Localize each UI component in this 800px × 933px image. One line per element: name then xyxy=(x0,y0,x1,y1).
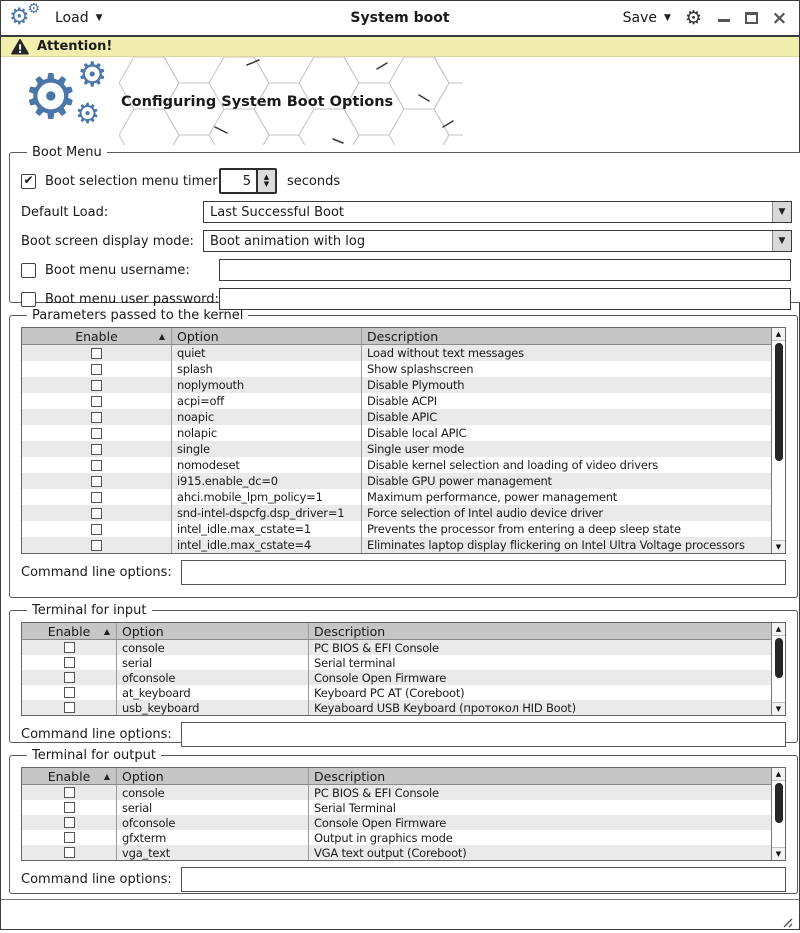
sort-ascending-icon: ▲ xyxy=(103,627,110,636)
option-cell: acpi=off xyxy=(172,393,362,409)
column-header-description[interactable]: Description xyxy=(367,328,439,344)
row-checkbox[interactable] xyxy=(91,476,102,487)
option-cell: quiet xyxy=(172,345,362,361)
gear-icon: ⚙ xyxy=(9,4,30,30)
option-cell: serial xyxy=(117,655,309,670)
command-line-row xyxy=(21,722,786,747)
chevron-down-icon: ▼ xyxy=(95,13,103,23)
table-row xyxy=(22,457,785,473)
description-cell: Disable Plymouth xyxy=(367,378,465,392)
enable-cell xyxy=(22,670,117,685)
timer-value: 5 xyxy=(242,174,251,189)
option-cell: ofconsole xyxy=(117,670,309,685)
vertical-scrollbar[interactable] xyxy=(771,768,785,860)
row-checkbox[interactable] xyxy=(91,444,102,455)
enable-cell xyxy=(22,655,117,670)
chevron-down-icon: ▼ xyxy=(664,13,671,23)
option-cell: nomodeset xyxy=(172,457,362,473)
table-body xyxy=(22,640,785,715)
password-checkbox[interactable] xyxy=(21,292,36,307)
vertical-scrollbar[interactable] xyxy=(771,328,785,553)
enable-cell xyxy=(22,425,172,441)
table-row xyxy=(22,409,785,425)
option-cell: usb_keyboard xyxy=(117,700,309,715)
option-cell: ahci.mobile_lpm_policy=1 xyxy=(172,489,362,505)
display-mode-select[interactable] xyxy=(203,230,792,252)
enable-cell xyxy=(22,537,172,553)
table-row xyxy=(22,800,785,815)
sort-ascending-icon: ▲ xyxy=(158,332,165,341)
row-checkbox[interactable] xyxy=(64,642,75,653)
scroll-thumb[interactable] xyxy=(775,343,783,461)
gear-icon: ⚙ xyxy=(27,1,40,17)
column-header-enable[interactable] xyxy=(22,768,117,784)
table-body xyxy=(22,785,785,860)
option-cell: nolapic xyxy=(172,425,362,441)
table-row xyxy=(22,700,785,715)
option-cell: serial xyxy=(117,800,309,815)
column-header-option[interactable]: Option xyxy=(117,768,309,784)
minimize-button[interactable] xyxy=(716,11,731,26)
table-row xyxy=(22,377,785,393)
row-checkbox[interactable] xyxy=(91,508,102,519)
display-mode-label: Boot screen display mode: xyxy=(21,233,194,249)
enable-cell xyxy=(22,800,117,815)
terminal-output-table xyxy=(21,767,786,861)
table-row xyxy=(22,473,785,489)
enable-cell xyxy=(22,457,172,473)
description-cell: Console Open Firmware xyxy=(314,815,447,830)
attention-bar xyxy=(1,37,799,57)
row-checkbox[interactable] xyxy=(64,787,75,798)
password-label: Boot menu user password: xyxy=(45,291,219,307)
window-title: System boot xyxy=(350,10,450,26)
description-cell: Show splashscreen xyxy=(367,362,474,376)
table-row xyxy=(22,425,785,441)
command-line-label: Command line options: xyxy=(21,727,172,742)
option-cell: gfxterm xyxy=(117,830,309,845)
table-row xyxy=(22,505,785,521)
description-cell: Disable GPU power management xyxy=(367,474,552,488)
enable-cell xyxy=(22,441,172,457)
table-row xyxy=(22,640,785,655)
table-row xyxy=(22,655,785,670)
option-cell: intel_idle.max_cstate=4 xyxy=(172,537,362,553)
option-cell: intel_idle.max_cstate=1 xyxy=(172,521,362,537)
app-gears-icon xyxy=(9,1,41,32)
row-checkbox[interactable] xyxy=(64,702,75,713)
row-checkbox[interactable] xyxy=(64,847,75,858)
row-checkbox[interactable] xyxy=(91,348,102,359)
username-row xyxy=(21,259,792,281)
enable-cell xyxy=(22,830,117,845)
description-cell: PC BIOS & EFI Console xyxy=(314,785,439,800)
kernel-params-legend: Parameters passed to the kernel xyxy=(32,308,244,323)
kernel-params-group xyxy=(9,308,798,598)
page-title: Configuring System Boot Options xyxy=(121,94,394,110)
enable-cell xyxy=(22,489,172,505)
table-row xyxy=(22,815,785,830)
terminal-output-legend: Terminal for output xyxy=(32,748,156,763)
row-checkbox[interactable] xyxy=(91,492,102,503)
default-load-label: Default Load: xyxy=(21,204,109,220)
spin-down-icon[interactable]: ▼ xyxy=(263,180,270,188)
display-mode-value: Boot animation with log xyxy=(210,233,366,249)
boot-menu-legend: Boot Menu xyxy=(32,145,102,160)
row-checkbox[interactable] xyxy=(64,672,75,683)
description-cell: Prevents the processor from entering a deep sleep state xyxy=(367,522,681,536)
enable-cell xyxy=(22,409,172,425)
description-cell: Serial Terminal xyxy=(314,800,396,815)
terminal-output-command-line-input[interactable] xyxy=(181,867,786,892)
enable-cell xyxy=(22,815,117,830)
terminal-input-table xyxy=(21,622,786,716)
username-label: Boot menu username: xyxy=(45,262,190,278)
scroll-thumb[interactable] xyxy=(775,783,783,823)
kernel-command-line-input[interactable] xyxy=(181,560,786,585)
table-row xyxy=(22,441,785,457)
scroll-up-button[interactable]: ▲ xyxy=(772,768,785,781)
column-header-description[interactable]: Description xyxy=(314,768,386,784)
description-cell: Disable local APIC xyxy=(367,426,467,440)
password-input[interactable] xyxy=(219,288,791,310)
table-header xyxy=(22,623,785,640)
terminal-input-legend: Terminal for input xyxy=(32,603,147,618)
settings-gear-icon[interactable]: ⚙ xyxy=(684,7,702,29)
enable-cell xyxy=(22,377,172,393)
boot-menu-group xyxy=(9,145,800,307)
row-checkbox[interactable] xyxy=(91,396,102,407)
row-checkbox[interactable] xyxy=(91,380,102,391)
table-row xyxy=(22,489,785,505)
description-cell: Load without text messages xyxy=(367,346,524,360)
timer-row xyxy=(21,168,792,194)
description-cell: Output in graphics mode xyxy=(314,830,453,845)
command-line-label: Command line options: xyxy=(21,565,172,580)
option-cell: console xyxy=(117,785,309,800)
description-cell: Disable APIC xyxy=(367,410,438,424)
username-input[interactable] xyxy=(219,259,791,281)
timer-spinner[interactable] xyxy=(219,168,277,194)
maximize-button[interactable] xyxy=(745,12,758,24)
column-header-description[interactable]: Description xyxy=(314,623,386,639)
option-cell: single xyxy=(172,441,362,457)
status-bar xyxy=(1,899,799,933)
scroll-thumb[interactable] xyxy=(775,638,783,678)
column-header-label: Enable xyxy=(47,623,91,639)
table-row xyxy=(22,393,785,409)
close-button[interactable]: × xyxy=(771,7,788,29)
table-row xyxy=(22,785,785,800)
default-load-value: Last Successful Boot xyxy=(210,204,345,220)
row-checkbox[interactable] xyxy=(64,817,75,828)
row-checkbox[interactable] xyxy=(64,687,75,698)
save-menu-button[interactable] xyxy=(623,10,671,26)
option-cell: noapic xyxy=(172,409,362,425)
description-cell: Keyaboard USB Keyboard (протокол HID Boot) xyxy=(314,700,576,715)
description-cell: Force selection of Intel audio device driver xyxy=(367,506,603,520)
vertical-scrollbar[interactable] xyxy=(771,623,785,715)
description-cell: Serial terminal xyxy=(314,655,396,670)
resize-grip-icon[interactable] xyxy=(781,916,794,929)
combo-arrow-button[interactable] xyxy=(772,231,791,251)
option-cell: ofconsole xyxy=(117,815,309,830)
gears-illustration-icon: ⚙ ⚙ ⚙ xyxy=(23,57,108,133)
default-load-select[interactable] xyxy=(203,201,792,223)
table-row xyxy=(22,345,785,361)
description-cell: PC BIOS & EFI Console xyxy=(314,640,439,655)
kernel-params-table xyxy=(21,327,786,554)
option-cell: splash xyxy=(172,361,362,377)
option-cell: snd-intel-dspcfg.dsp_driver=1 xyxy=(172,505,362,521)
display-mode-row xyxy=(21,230,792,252)
table-row xyxy=(22,685,785,700)
column-header-option[interactable]: Option xyxy=(172,328,362,344)
row-checkbox[interactable] xyxy=(91,460,102,471)
spinner-buttons[interactable] xyxy=(256,170,275,192)
table-row xyxy=(22,521,785,537)
description-cell: Disable ACPI xyxy=(367,394,437,408)
table-header xyxy=(22,768,785,785)
scroll-up-button[interactable]: ▲ xyxy=(772,623,785,636)
option-cell: i915.enable_dc=0 xyxy=(172,473,362,489)
load-menu-label: Load xyxy=(55,10,89,26)
row-checkbox[interactable] xyxy=(64,802,75,813)
password-row xyxy=(21,288,792,310)
description-cell: Keyboard PC AT (Coreboot) xyxy=(314,685,465,700)
enable-cell xyxy=(22,521,172,537)
enable-cell xyxy=(22,640,117,655)
enable-cell xyxy=(22,700,117,715)
terminal-input-group xyxy=(9,603,798,743)
description-cell: Single user mode xyxy=(367,442,465,456)
description-cell: Disable kernel selection and loading of video drivers xyxy=(367,458,659,472)
scroll-down-button[interactable]: ▼ xyxy=(772,702,785,715)
column-header-enable[interactable] xyxy=(22,328,172,344)
spin-up-icon[interactable]: ▲ xyxy=(263,173,270,181)
warning-triangle-icon xyxy=(11,39,29,55)
row-checkbox[interactable] xyxy=(91,364,102,375)
description-cell: Console Open Firmware xyxy=(314,670,447,685)
page-header xyxy=(1,57,799,145)
row-checkbox[interactable] xyxy=(91,540,102,551)
description-cell: VGA text output (Coreboot) xyxy=(314,845,467,860)
row-checkbox[interactable] xyxy=(91,524,102,535)
row-checkbox[interactable] xyxy=(91,428,102,439)
scroll-down-button[interactable]: ▼ xyxy=(772,540,785,553)
option-cell: console xyxy=(117,640,309,655)
table-row xyxy=(22,670,785,685)
enable-cell xyxy=(22,345,172,361)
row-checkbox[interactable] xyxy=(64,832,75,843)
timer-label: Boot selection menu timer xyxy=(45,173,218,189)
row-checkbox[interactable] xyxy=(91,412,102,423)
option-cell: vga_text xyxy=(117,845,309,860)
chevron-down-icon: ▼ xyxy=(778,236,786,246)
enable-cell xyxy=(22,473,172,489)
save-menu-label: Save xyxy=(622,10,658,26)
table-row xyxy=(22,361,785,377)
option-cell: at_keyboard xyxy=(117,685,309,700)
load-menu-button[interactable] xyxy=(55,10,103,26)
scroll-up-button[interactable]: ▲ xyxy=(772,328,785,341)
column-header-enable[interactable] xyxy=(22,623,117,639)
command-line-label: Command line options: xyxy=(21,872,172,887)
table-header xyxy=(22,328,785,345)
scroll-down-button[interactable]: ▼ xyxy=(772,847,785,860)
enable-cell xyxy=(22,505,172,521)
table-body xyxy=(22,345,785,553)
column-header-option[interactable]: Option xyxy=(117,623,309,639)
table-row xyxy=(22,845,785,860)
option-cell: noplymouth xyxy=(172,377,362,393)
column-header-label: Enable xyxy=(47,768,91,784)
combo-arrow-button[interactable] xyxy=(772,202,791,222)
enable-cell xyxy=(22,393,172,409)
enable-cell xyxy=(22,845,117,860)
command-line-row xyxy=(21,867,786,892)
enable-cell xyxy=(22,685,117,700)
enable-cell xyxy=(22,785,117,800)
default-load-row xyxy=(21,201,792,223)
description-cell: Maximum performance, power management xyxy=(367,490,618,504)
timer-checkbox[interactable] xyxy=(21,174,36,189)
minimize-icon xyxy=(718,19,730,22)
description-cell: Eliminates laptop display flickering on Intel Ultra Voltage processors xyxy=(367,538,745,552)
table-row xyxy=(22,537,785,553)
timer-unit-label: seconds xyxy=(287,173,341,189)
table-row xyxy=(22,830,785,845)
row-checkbox[interactable] xyxy=(64,657,75,668)
titlebar xyxy=(1,1,799,37)
attention-text: Attention! xyxy=(37,39,113,54)
sort-ascending-icon: ▲ xyxy=(103,772,110,781)
terminal-output-group xyxy=(9,748,798,894)
chevron-down-icon: ▼ xyxy=(778,207,786,217)
username-checkbox[interactable] xyxy=(21,263,36,278)
enable-cell xyxy=(22,361,172,377)
column-header-label: Enable xyxy=(75,328,118,344)
command-line-row xyxy=(21,560,786,585)
terminal-input-command-line-input[interactable] xyxy=(181,722,786,747)
